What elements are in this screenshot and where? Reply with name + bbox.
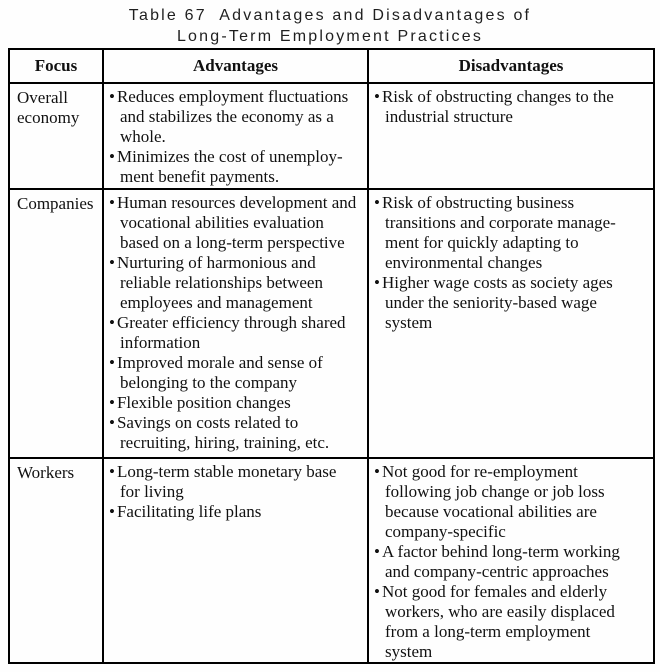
- advantages-disadvantages-table: [8, 48, 655, 664]
- bullet-item: • Human resources development and vocational abilities evaluation based on a long-term perspective: [109, 193, 358, 253]
- table-title: [0, 5, 660, 47]
- disadvantages-cell-overall-economy: [368, 83, 654, 189]
- bullet-item: • Improved morale and sense of belonging to the company: [109, 353, 358, 393]
- focus-cell-companies: Companies: [9, 189, 103, 458]
- disadvantages-cell-workers: [368, 458, 654, 663]
- table-title-line2: Long-Term Employment Practices: [176, 28, 484, 45]
- disadvantages-bullet-list: [369, 84, 653, 127]
- bullet-item: • Long-term stable monetary base for living: [109, 462, 358, 502]
- focus-cell-workers: Workers: [9, 458, 103, 663]
- bullet-item: • Risk of obstructing business transitions and corporate management for quickly adapting to environmental changes: [374, 193, 640, 273]
- bullet-item: • Risk of obstructing changes to the industrial structure: [374, 87, 640, 127]
- bullet-item: • Higher wage costs as society ages under the seniority-based wage system: [374, 273, 640, 333]
- bullet-item: • Flexible position changes: [109, 393, 358, 413]
- table-row-companies: [9, 189, 654, 458]
- advantages-cell-companies: [103, 189, 368, 458]
- disadvantages-bullet-list: [369, 459, 653, 662]
- bullet-item: • Reduces employment fluctuations and stabilizes the economy as a whole.: [109, 87, 358, 147]
- bullet-item: • Greater efficiency through shared information: [109, 313, 358, 353]
- bullet-item: • Minimizes the cost of unemployment benefit payments.: [109, 147, 358, 187]
- header-focus: Focus: [9, 49, 103, 83]
- advantages-bullet-list: [104, 459, 367, 522]
- header-advantages: Advantages: [103, 49, 368, 83]
- table-row-workers: [9, 458, 654, 663]
- bullet-item: • Savings on costs related to recruiting, hiring, training, etc.: [109, 413, 358, 453]
- bullet-item: • Nurturing of harmonious and reliable relationships between employees and management: [109, 253, 358, 313]
- bullet-item: • Not good for re-employment following job change or job loss because vocational abilities are company-specific: [374, 462, 640, 542]
- advantages-bullet-list: [104, 190, 367, 453]
- advantages-cell-workers: [103, 458, 368, 663]
- advantages-cell-overall-economy: [103, 83, 368, 189]
- disadvantages-bullet-list: [369, 190, 653, 333]
- header-disadvantages: Disadvantages: [368, 49, 654, 83]
- disadvantages-cell-companies: [368, 189, 654, 458]
- advantages-bullet-list: [104, 84, 367, 187]
- bullet-item: • Facilitating life plans: [109, 502, 358, 522]
- header-row: [9, 49, 654, 83]
- table-title-line1: Table 67 Advantages and Disadvantages of: [128, 7, 532, 24]
- focus-cell-overall-economy: Overall economy: [9, 83, 103, 189]
- bullet-item: • Not good for females and elderly workers, who are easily displaced from a long-term employment system: [374, 582, 640, 662]
- table-row-overall-economy: [9, 83, 654, 189]
- bullet-item: • A factor behind long-term working and company-centric approaches: [374, 542, 640, 582]
